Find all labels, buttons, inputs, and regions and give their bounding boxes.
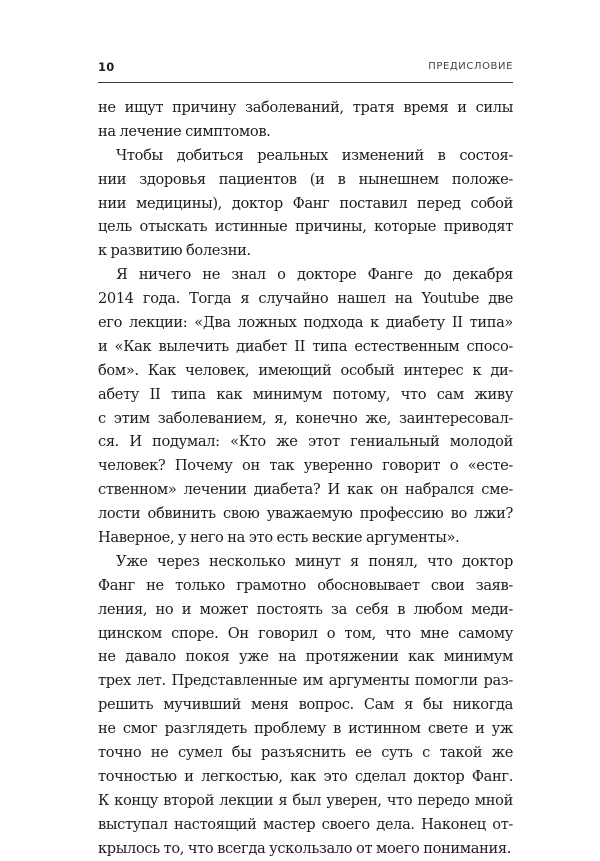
- text-line: Уже через несколько минут я понял, что доктор: [116, 552, 513, 570]
- text-line: на лечение симптомов.: [98, 122, 271, 140]
- text-line: Фанг не только грамотно обосновывает свои заяв-: [98, 576, 513, 594]
- text-line: цель отыскать истинные причины, которые приводят: [98, 218, 513, 236]
- paragraph: [98, 144, 513, 263]
- body-text: [98, 96, 513, 861]
- text-line: бом». Как человек, имеющий особый интерес к ди-: [98, 361, 513, 379]
- text-line: решить мучивший меня вопрос. Сам я бы никогда: [98, 696, 513, 714]
- text-line: трех лет. Представленные им аргументы помогли раз-: [98, 672, 513, 690]
- paragraph: [98, 550, 513, 861]
- text-line: Я ничего не знал о докторе Фанге до декабря: [116, 266, 513, 284]
- text-line: крылось то, что всегда ускользало от моего понимания.: [98, 839, 512, 857]
- text-line: не смог разглядеть проблему в истинном свете и уж: [98, 720, 513, 738]
- text-line: лости обвинить свою уважаемую профессию во лжи?: [98, 505, 513, 523]
- text-line: К концу второй лекции я был уверен, что передо мной: [98, 791, 513, 809]
- page-number: 10: [98, 60, 115, 74]
- text-line: и «Как вылечить диабет II типа естественным спосо-: [98, 337, 513, 355]
- paragraph: [98, 96, 513, 144]
- text-line: нии здоровья пациентов (и в нынешнем положе-: [98, 170, 513, 188]
- text-line: цинском споре. Он говорил о том, что мне самому: [98, 624, 513, 642]
- text-line: абету II типа как минимум потому, что сам живу: [98, 385, 513, 403]
- text-line: не давало покоя уже на протяжении как минимум: [98, 648, 513, 666]
- text-line: к развитию болезни.: [98, 242, 251, 260]
- text-line: ся. И подумал: «Кто же этот гениальный молодой: [98, 433, 513, 451]
- text-line: с этим заболеванием, я, конечно же, заинтересовал-: [98, 409, 513, 427]
- text-line: точностью и легкостью, как это сделал доктор Фанг.: [98, 767, 513, 785]
- text-line: 2014 года. Тогда я случайно нашел на Youtube две: [98, 290, 513, 308]
- text-line: ственном» лечении диабета? И как он набрался сме-: [98, 481, 513, 499]
- text-line: человек? Почему он так уверенно говорит о «есте-: [98, 457, 513, 475]
- text-line: Чтобы добиться реальных изменений в состоя-: [116, 146, 513, 164]
- running-head: [98, 60, 513, 82]
- text-line: ления, но и может постоять за себя в любом меди-: [98, 600, 513, 618]
- text-line: нии медицины), доктор Фанг поставил перед собой: [98, 194, 513, 212]
- text-line: Наверное, у него на это есть веские аргументы».: [98, 529, 460, 547]
- section-title: ПРЕДИСЛОВИЕ: [428, 61, 513, 72]
- text-line: его лекции: «Два ложных подхода к диабету II типа»: [98, 314, 513, 332]
- text-line: выступал настоящий мастер своего дела. Наконец от-: [98, 815, 513, 833]
- text-line: точно не сумел бы разъяснить ее суть с такой же: [98, 744, 513, 762]
- paragraph: [98, 263, 513, 550]
- header-rule: [98, 82, 513, 83]
- text-line: не ищут причину заболеваний, тратя время и силы: [98, 99, 513, 116]
